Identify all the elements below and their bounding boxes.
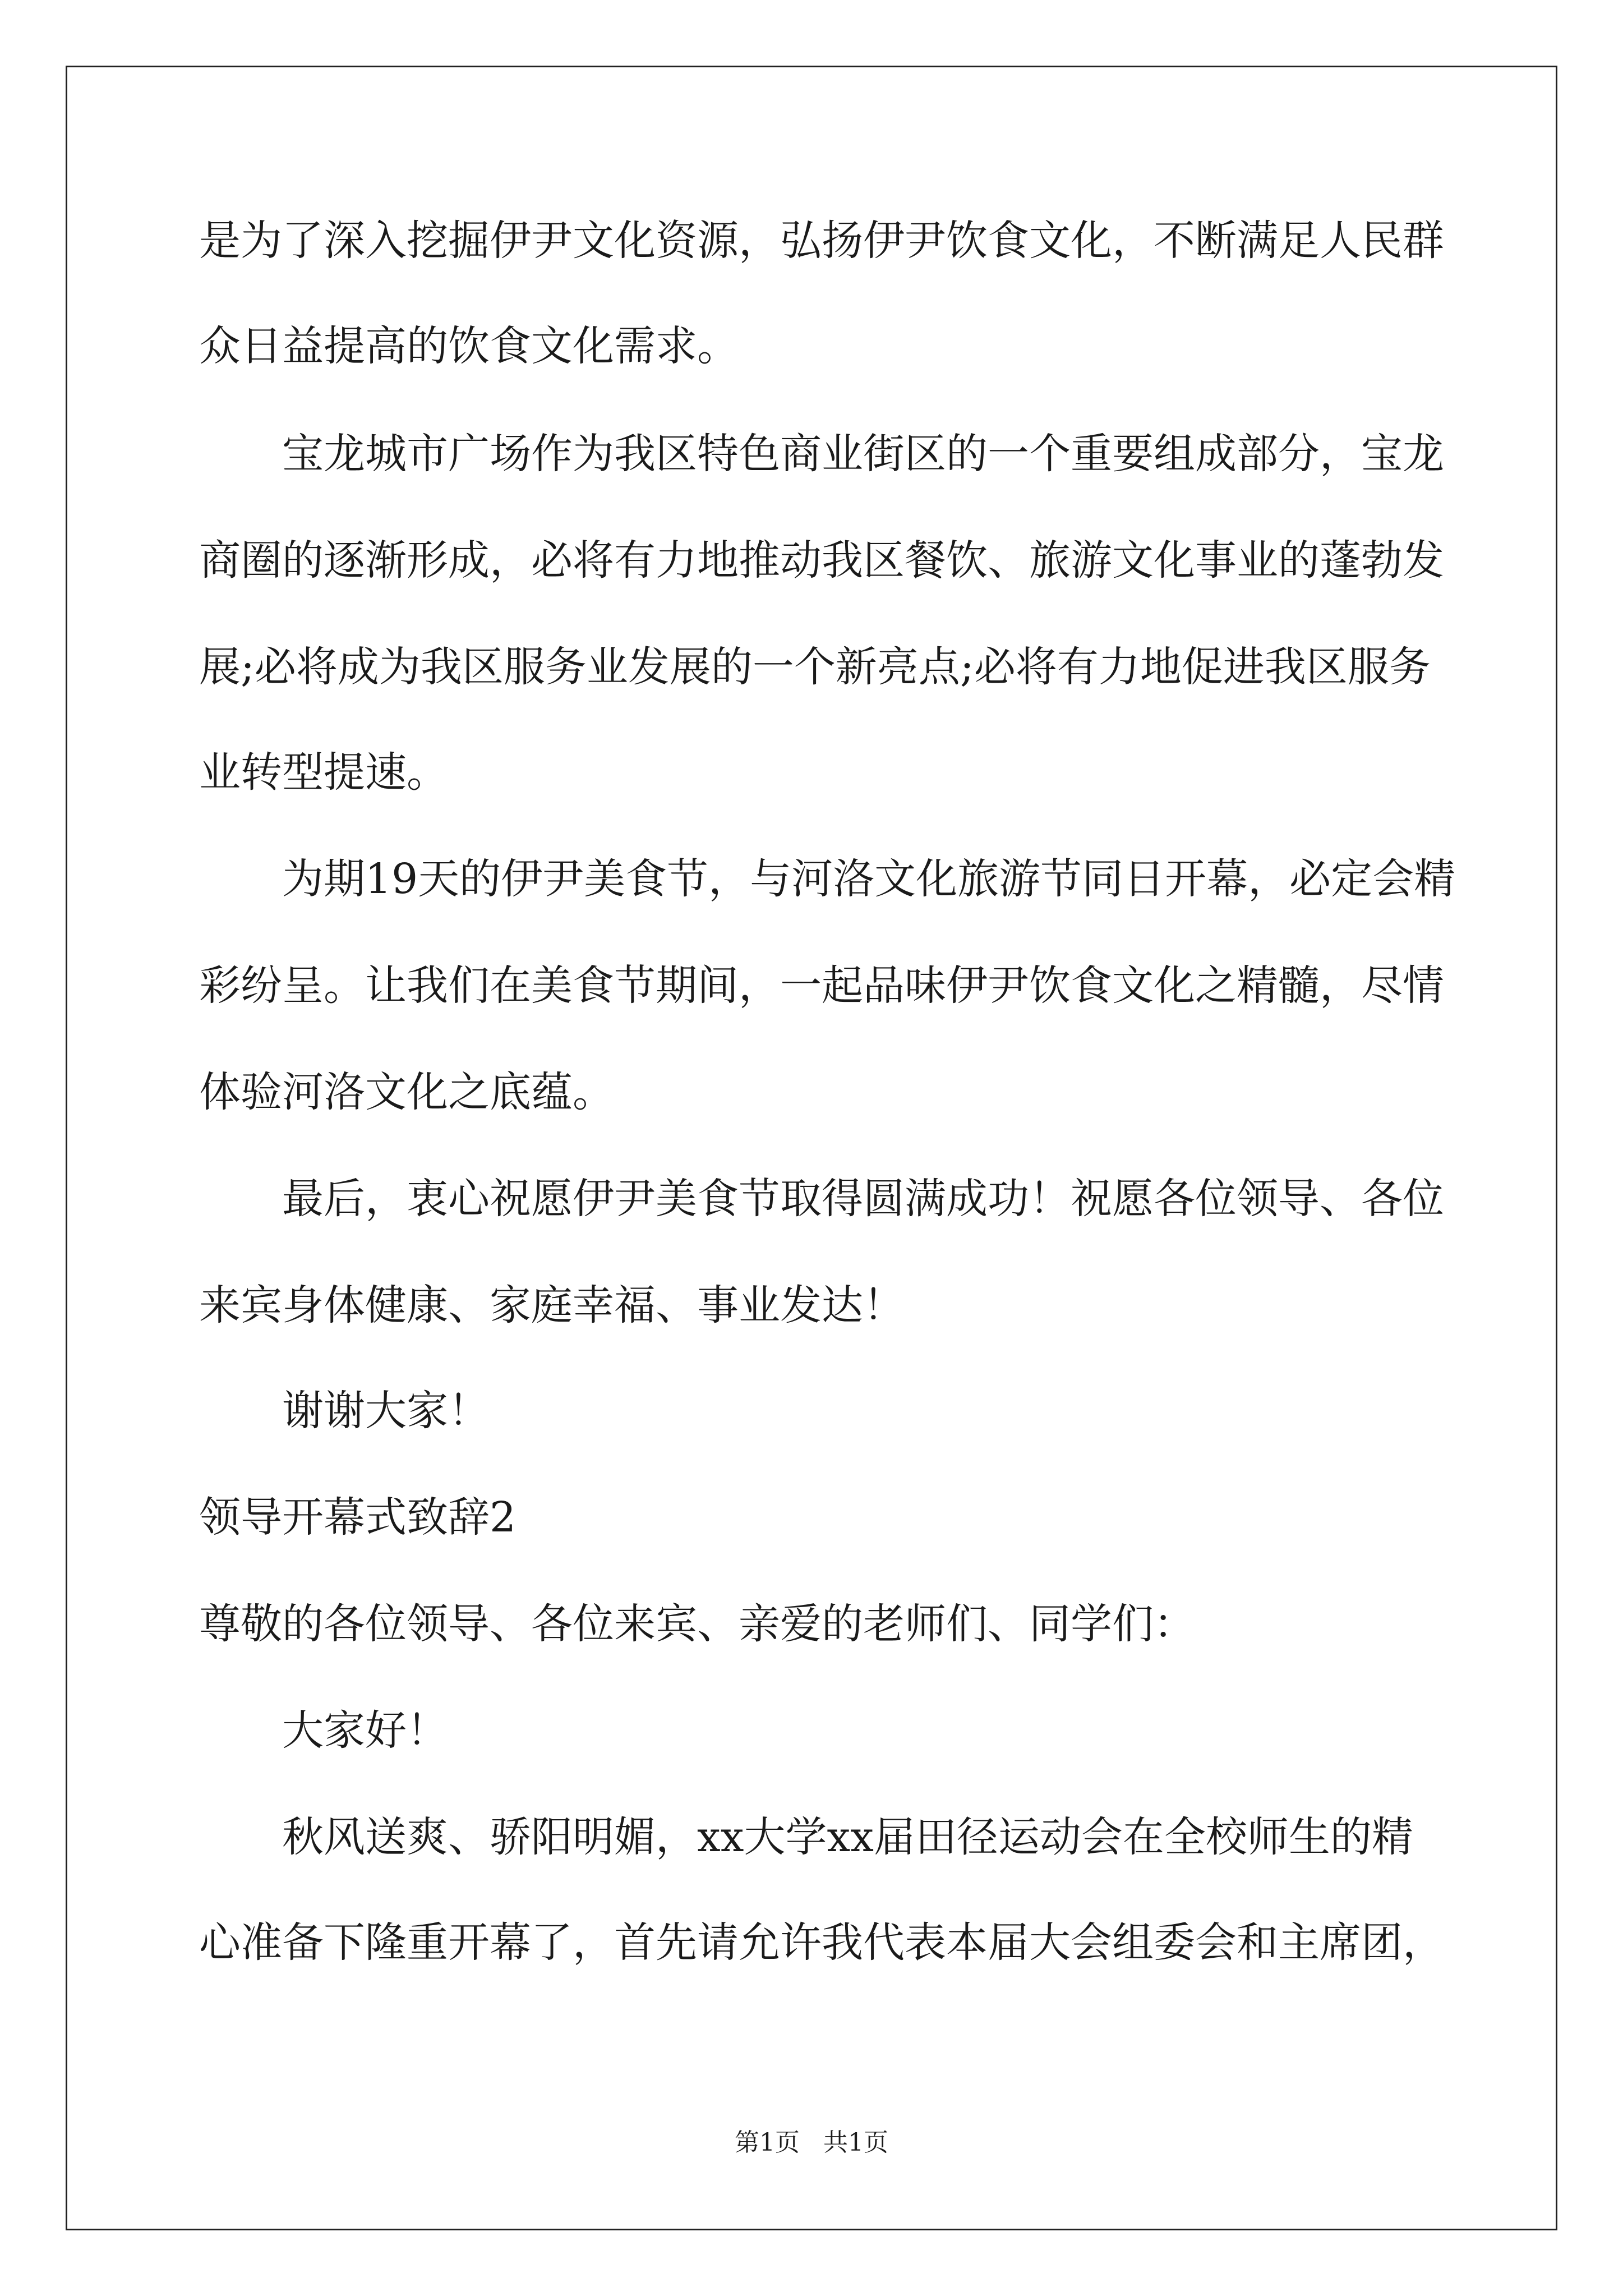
- text-line: 为期19天的伊尹美食节，与河洛文化旅游节同日开幕，必定会精: [282, 855, 1456, 903]
- text-line: 业转型提速。: [199, 748, 448, 797]
- page-border: [66, 66, 1557, 2230]
- text-line: 心准备下隆重开幕了，首先请允许我代表本届大会组委会和主席团，: [199, 1918, 1444, 1967]
- text-line: 谢谢大家！: [282, 1387, 490, 1435]
- text-line: 秋风送爽、骄阳明媚，xx大学xx届田径运动会在全校师生的精: [282, 1813, 1413, 1861]
- text-line: 大家好！: [282, 1706, 448, 1755]
- text-line: 展;必将成为我区服务业发展的一个新亮点;必将有力地促进我区服务: [199, 643, 1431, 691]
- text-line: 最后，衷心祝愿伊尹美食节取得圆满成功！祝愿各位领导、各位: [282, 1175, 1444, 1223]
- text-line: 彩纷呈。让我们在美食节期间，一起品味伊尹饮食文化之精髓，尽情: [199, 961, 1444, 1010]
- text-line: 尊敬的各位领导、各位来宾、亲爱的老师们、同学们：: [199, 1600, 1195, 1648]
- text-line: 是为了深入挖掘伊尹文化资源，弘扬伊尹饮食文化，不断满足人民群: [199, 217, 1444, 265]
- text-line: 商圈的逐渐形成，必将有力地推动我区餐饮、旅游文化事业的蓬勃发: [199, 536, 1444, 585]
- section-heading: 领导开幕式致辞2: [199, 1493, 517, 1542]
- text-line: 众日益提高的饮食文化需求。: [199, 322, 739, 370]
- page-footer: 第1页 共1页: [735, 2128, 888, 2157]
- text-line: 体验河洛文化之底蕴。: [199, 1068, 614, 1116]
- text-line: 宝龙城市广场作为我区特色商业街区的一个重要组成部分，宝龙: [282, 430, 1444, 478]
- text-line: 来宾身体健康、家庭幸福、事业发达！: [199, 1281, 905, 1329]
